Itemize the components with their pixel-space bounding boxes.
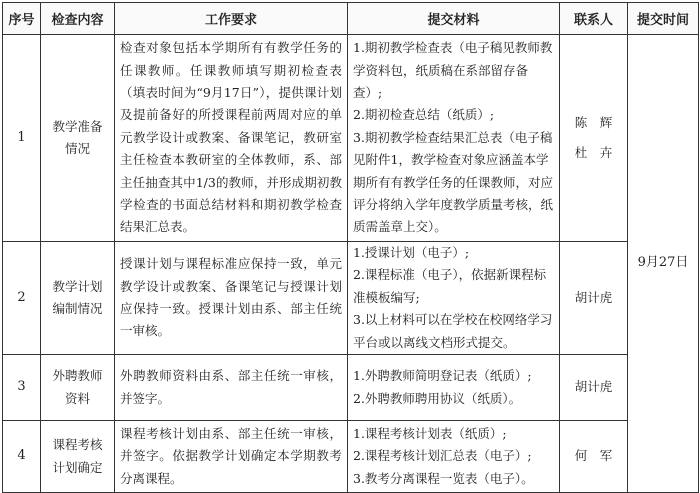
contact-name: 胡计虎	[574, 379, 613, 395]
table-row	[3, 35, 699, 242]
submit-time: 9月27日	[628, 35, 699, 493]
table-row	[3, 242, 699, 355]
contact-person	[560, 355, 628, 421]
header-requirement: 工作要求	[115, 3, 348, 35]
header-item: 检查内容	[41, 3, 115, 35]
material-item: 3.以上材料可以在学校在校网络学习平台或以离线文档形式提交。	[353, 312, 553, 350]
contact-person	[560, 242, 628, 355]
check-item-line: 教学计划	[52, 278, 103, 294]
header-contact: 联系人	[560, 3, 628, 35]
material-item: 2.课程标准（电子），依据新课程标准模板编写;	[353, 267, 547, 305]
check-item	[41, 355, 115, 421]
header-row	[3, 3, 699, 35]
check-item-line: 编制情况	[52, 301, 103, 317]
contact-name: 陈 辉	[574, 115, 613, 130]
material-item: 3.教考分离课程一览表（电子）。	[353, 470, 534, 486]
work-requirement: 检查对象包括本学期所有有教学任务的任课教师。任课教师填写期初检查表（填表时间为“9月17日”），提供课计划及提前备好的所授课程前两周对应的单元教学设计或教案、备课笔记，教研室主任检查本教研室的全体教师，系、部主任抽查其中1/3的教师，并形成期初教学检查的书面总结材料和期初教学检查结果汇总表。	[115, 35, 348, 242]
contact-name: 何 军	[574, 448, 613, 464]
submit-materials	[348, 421, 560, 493]
contact-name: 杜 卉	[574, 145, 613, 160]
check-item	[41, 421, 115, 493]
row-number: 3	[3, 355, 41, 421]
contact-person	[560, 35, 628, 242]
header-time: 提交时间	[628, 3, 699, 35]
submit-materials	[348, 242, 560, 355]
row-number: 4	[3, 421, 41, 493]
material-item: 2.期初检查总结（纸质）;	[353, 107, 495, 123]
material-item: 2.外聘教师聘用协议（纸质）。	[353, 390, 522, 406]
check-item-line: 课程考核	[52, 437, 103, 453]
table-row	[3, 421, 699, 493]
material-item: 1.课程考核计划表（纸质）;	[353, 425, 507, 441]
row-number: 1	[3, 35, 41, 242]
work-requirement: 课程考核计划由系、部主任统一审核，并签字。依据教学计划确定本学期教考分离课程。	[115, 421, 348, 493]
check-item-line: 情况	[64, 141, 90, 156]
check-item	[41, 242, 115, 355]
submit-materials	[348, 355, 560, 421]
work-requirement: 授课计划与课程标准应保持一致，单元教学设计或教案、备课笔记与授课计划应保持一致。授课计划由系、部主任统一审核。	[115, 242, 348, 355]
row-number: 2	[3, 242, 41, 355]
check-item-line: 教学准备	[52, 118, 103, 134]
material-item: 3.期初教学检查结果汇总表（电子稿见附件1，教学检查对象应涵盖本学期所有有教学任务的任课教师，对应评分将纳入学年度教学质量考核，纸质需盖章上交）。	[353, 129, 554, 235]
check-item	[41, 35, 115, 242]
work-requirement: 外聘教师资料由系、部主任统一审核，并签字。	[115, 355, 348, 421]
inspection-table	[2, 2, 699, 493]
check-item-line: 外聘教师	[52, 368, 103, 384]
submit-materials	[348, 35, 560, 242]
check-item-line: 计划确定	[52, 459, 103, 475]
check-item-line: 资料	[64, 390, 90, 406]
material-item: 1.授课计划（电子）;	[353, 245, 470, 260]
contact-name: 胡计虎	[574, 289, 613, 305]
material-item: 1.期初教学检查表（电子稿见教师教学资料包，纸质稿在系部留存备查）;	[353, 40, 553, 100]
header-no: 序号	[3, 3, 41, 35]
material-item: 2.课程考核计划汇总表（电子）;	[353, 448, 532, 464]
contact-person	[560, 421, 628, 493]
header-materials: 提交材料	[348, 3, 560, 35]
table-row	[3, 355, 699, 421]
material-item: 1.外聘教师简明登记表（纸质）;	[353, 368, 532, 384]
